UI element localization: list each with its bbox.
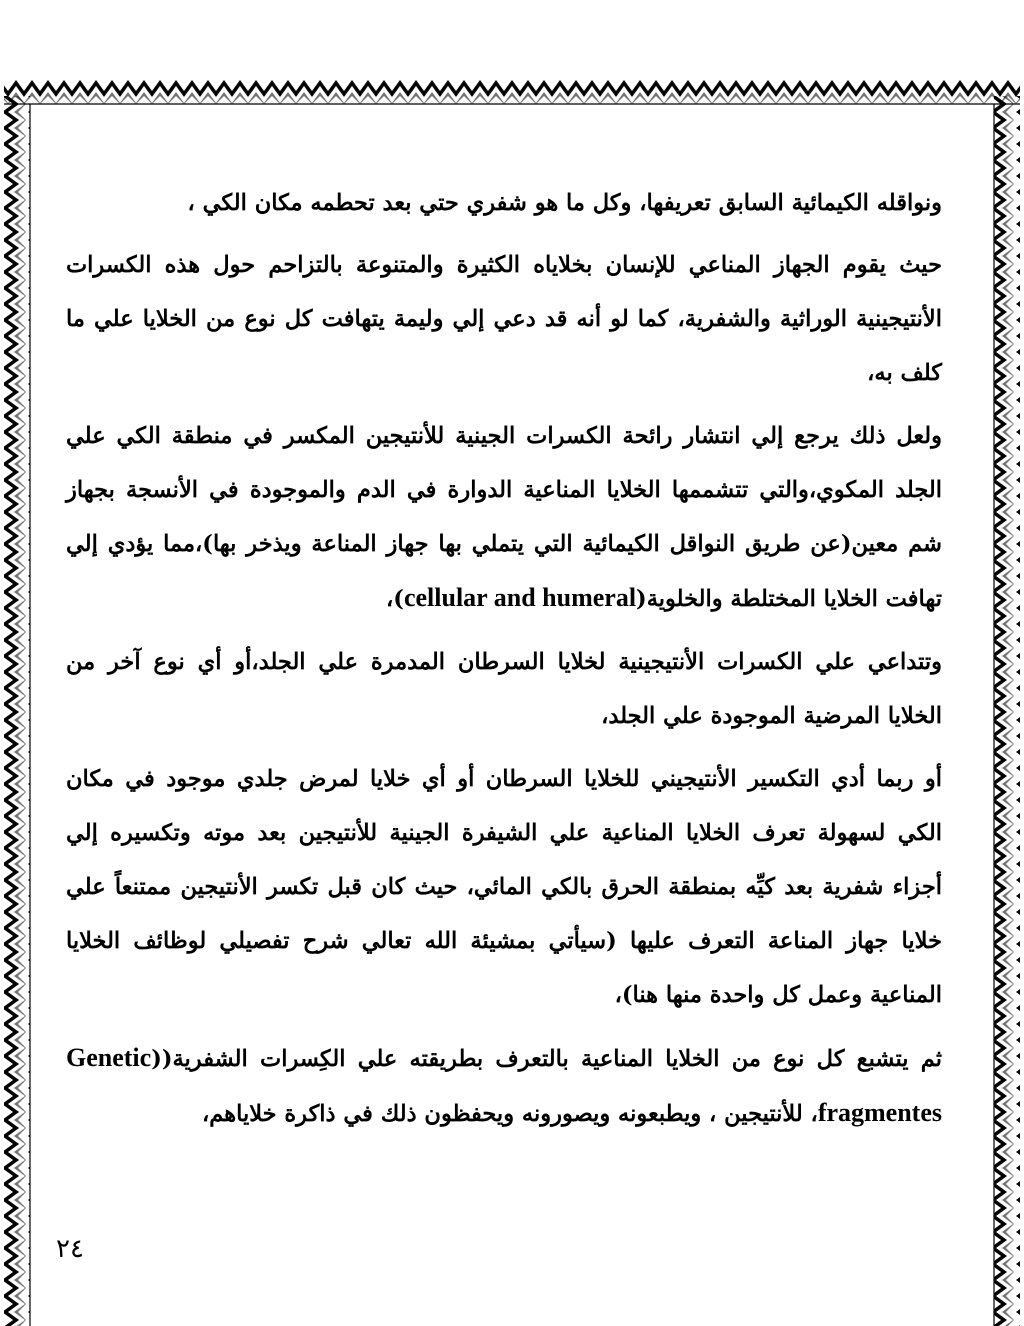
paragraph-3: ولعل ذلك يرجع إلي انتشار رائحة الكسرات الجينية للأنتيجين المكسر في منطقة الكي علي الجلد المكوي،والتي تتشممها الخلايا المناعية الدوارة في الدم والموجودة في الأنسجة بجهاز شم معين(عن طريق النواقل الكيمائية التي يتملي بها جهاز المناعة ويذخر بها)،مما يؤدي إلي تهافت الخلايا المختلطة والخلوية(cellular and humeral)،	[66, 423, 942, 612]
latin-term-genetic-fragments: Genetic fragmentes	[66, 1043, 942, 1127]
latin-term-cellular-humeral: cellular and humeral	[403, 583, 637, 612]
paragraph-5: أو ربما أدي التكسير الأنتيجيني للخلايا السرطان أو أي خلايا لمرض جلدي موجود في مكان الكي لسهولة تعرف الخلايا المناعية علي الشيفرة الجينية للأنتيجين بعد موته وتكسيره إلي أجزاء شفرية بعد كيِّه بمنطقة الحرق بالكي المائي، حيث كان قبل تكسر الأنتيجين ممتنعاً علي خلايا جهاز المناعة التعرف عليها (سيأتي بمشيئة الله تعالي شرح تفصيلي لوظائف الخلايا المناعية وعمل كل واحدة منها هنا)،	[66, 766, 942, 1008]
paragraph-4: وتتداعي علي الكسرات الأنتيجينية لخلايا السرطان المدمرة علي الجلد،أو أي نوع آخر من الخلايا المرضية الموجودة علي الجلد،	[66, 649, 942, 729]
paragraph-2: حيث يقوم الجهاز المناعي للإنسان بخلاياه الكثيرة والمتنوعة بالتزاحم حول هذه الكسرات الأنتيجينية الوراثية والشفرية، كما لو أنه قد دعي إلي وليمة يتهافت كل نوع من الخلايا علي ما كلف به،	[66, 252, 942, 386]
page-number: ٢٤	[56, 1234, 84, 1264]
paragraph-6: ثم يتشبع كل نوع من الخلايا المناعية بالتعرف بطريقته علي الكِسرات الشفرية((Genetic fragmentes، للأنتيجين ، ويطبعونه ويصورونه ويحفظون ذلك في ذاكرة خلاياهم،	[66, 1043, 942, 1127]
body-text	[66, 176, 942, 1150]
paragraph-1: ونواقله الكيمائية السابق تعريفها، وكل ما هو شفري حتي بعد تحطمه مكان الكي ،	[187, 190, 942, 216]
